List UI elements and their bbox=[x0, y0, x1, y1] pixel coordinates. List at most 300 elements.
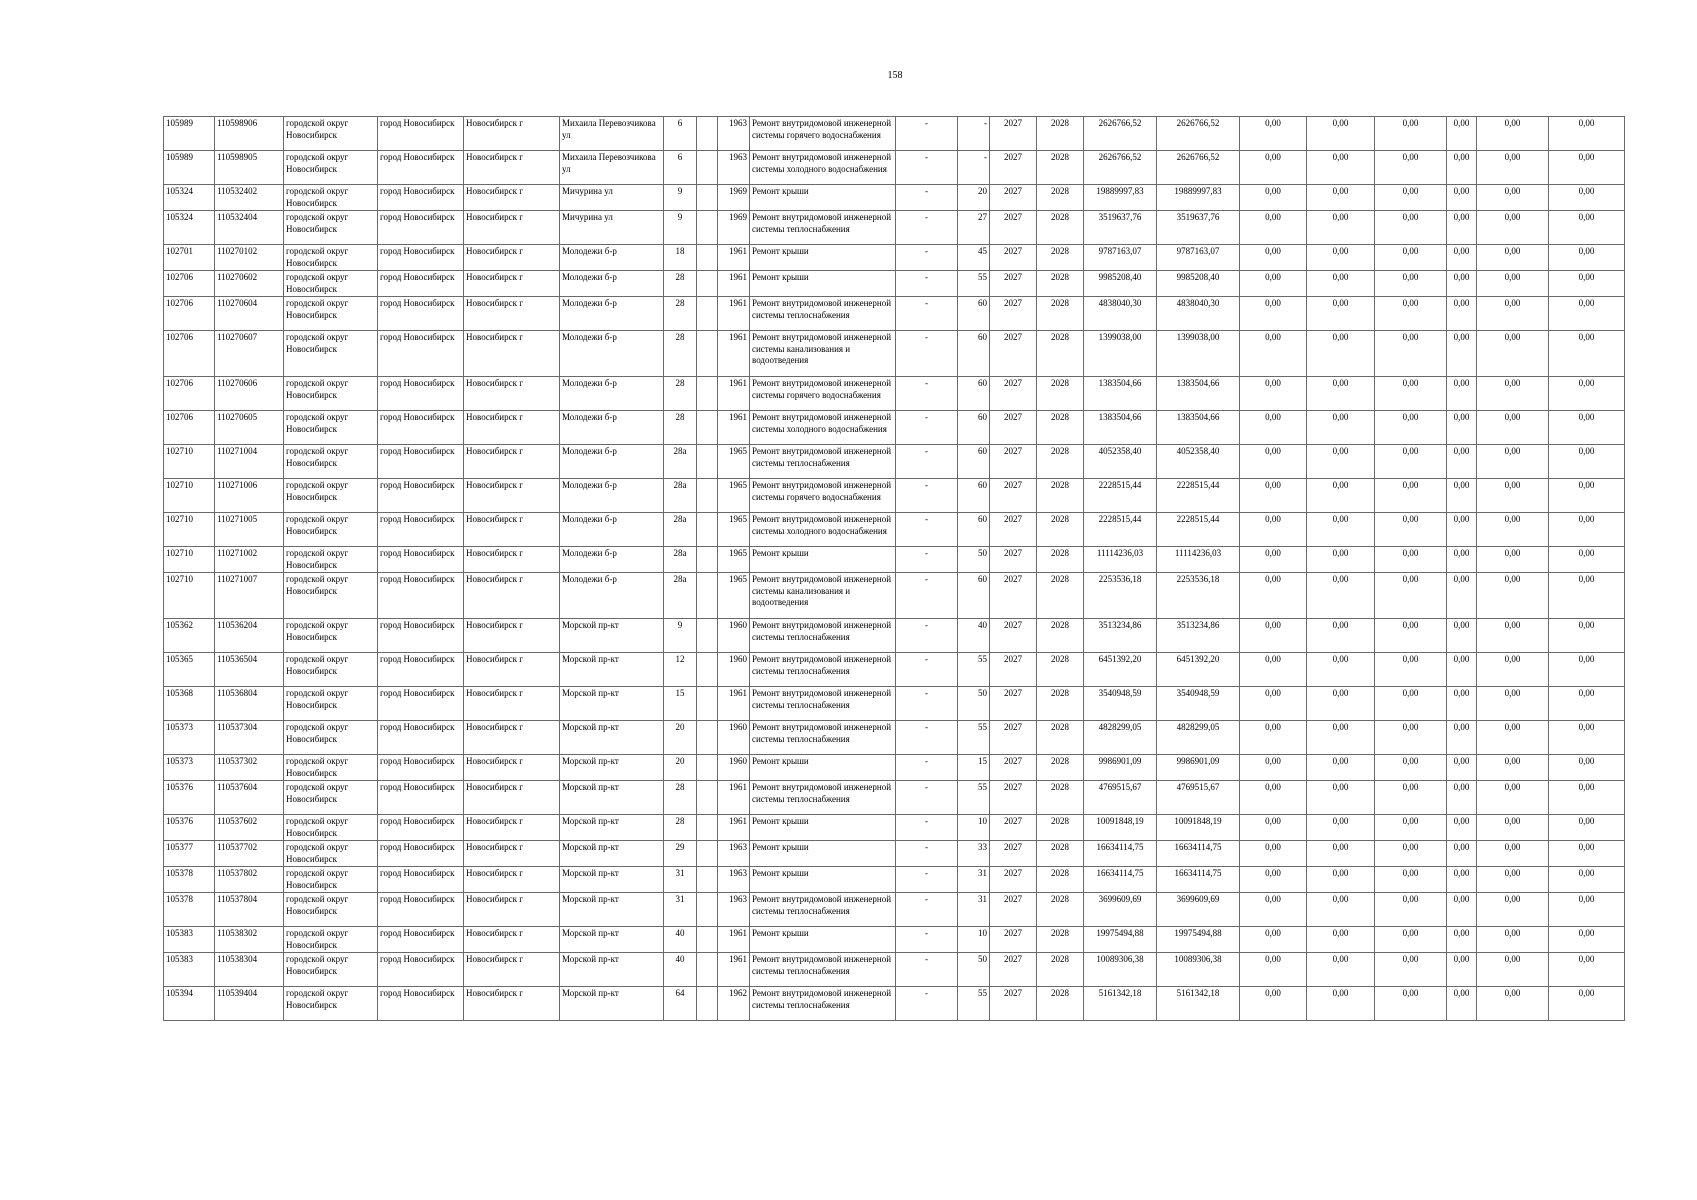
cell-street: Морской пр-кт bbox=[560, 867, 664, 893]
cell-zero-2: 0,00 bbox=[1307, 815, 1375, 841]
cell-settlement: Новосибирск г bbox=[464, 297, 560, 331]
cell-street: Мичурина ул bbox=[560, 211, 664, 245]
cell-year-end: 2028 bbox=[1037, 573, 1084, 619]
cell-col-a: - bbox=[896, 619, 958, 653]
cell-year-start: 2027 bbox=[990, 445, 1037, 479]
cell-total-cost: 6451392,20 bbox=[1084, 653, 1157, 687]
cell-col-b: 60 bbox=[958, 573, 990, 619]
cell-year-end: 2028 bbox=[1037, 331, 1084, 377]
cell-year-start: 2027 bbox=[990, 271, 1037, 297]
cell-work-code: 110536804 bbox=[215, 687, 284, 721]
cell-zero-3: 0,00 bbox=[1375, 547, 1447, 573]
cell-zero-4: 0,00 bbox=[1447, 815, 1477, 841]
cell-year-end: 2028 bbox=[1037, 721, 1084, 755]
cell-work-type: Ремонт крыши bbox=[750, 185, 896, 211]
table-row bbox=[164, 815, 1625, 841]
cell-okrug: городской округ Новосибирск bbox=[284, 755, 378, 781]
cell-zero-6: 0,00 bbox=[1549, 513, 1625, 547]
cell-object-id: 102706 bbox=[164, 331, 215, 377]
cell-building bbox=[697, 781, 718, 815]
cell-col-a: - bbox=[896, 245, 958, 271]
cell-okrug: городской округ Новосибирск bbox=[284, 445, 378, 479]
cell-col-b: 60 bbox=[958, 377, 990, 411]
cell-okrug: городской округ Новосибирск bbox=[284, 151, 378, 185]
table-row bbox=[164, 211, 1625, 245]
cell-fund-amount: 2626766,52 bbox=[1157, 117, 1240, 151]
cell-settlement: Новосибирск г bbox=[464, 479, 560, 513]
cell-year-start: 2027 bbox=[990, 893, 1037, 927]
cell-zero-4: 0,00 bbox=[1447, 479, 1477, 513]
cell-zero-4: 0,00 bbox=[1447, 411, 1477, 445]
cell-object-id: 105989 bbox=[164, 117, 215, 151]
cell-col-b: 10 bbox=[958, 927, 990, 953]
cell-settlement: Новосибирск г bbox=[464, 573, 560, 619]
cell-building bbox=[697, 653, 718, 687]
table-row bbox=[164, 547, 1625, 573]
cell-zero-6: 0,00 bbox=[1549, 297, 1625, 331]
cell-street: Молодежи б-р bbox=[560, 245, 664, 271]
cell-work-code: 110537802 bbox=[215, 867, 284, 893]
cell-work-type: Ремонт крыши bbox=[750, 815, 896, 841]
cell-object-id: 105373 bbox=[164, 721, 215, 755]
cell-city: город Новосибирск bbox=[378, 755, 464, 781]
cell-work-code: 110270607 bbox=[215, 331, 284, 377]
cell-zero-1: 0,00 bbox=[1240, 841, 1307, 867]
cell-zero-5: 0,00 bbox=[1477, 297, 1549, 331]
cell-fund-amount: 3540948,59 bbox=[1157, 687, 1240, 721]
cell-building bbox=[697, 927, 718, 953]
table-row bbox=[164, 297, 1625, 331]
cell-fund-amount: 4828299,05 bbox=[1157, 721, 1240, 755]
cell-city: город Новосибирск bbox=[378, 297, 464, 331]
cell-zero-6: 0,00 bbox=[1549, 445, 1625, 479]
cell-col-a: - bbox=[896, 867, 958, 893]
cell-build-year: 1963 bbox=[718, 151, 750, 185]
cell-building bbox=[697, 185, 718, 211]
cell-object-id: 102706 bbox=[164, 411, 215, 445]
cell-col-b: 60 bbox=[958, 297, 990, 331]
cell-zero-4: 0,00 bbox=[1447, 893, 1477, 927]
cell-year-end: 2028 bbox=[1037, 211, 1084, 245]
table-row bbox=[164, 619, 1625, 653]
cell-house: 28 bbox=[664, 411, 697, 445]
cell-build-year: 1963 bbox=[718, 117, 750, 151]
cell-work-code: 110271005 bbox=[215, 513, 284, 547]
cell-work-type: Ремонт крыши bbox=[750, 841, 896, 867]
cell-zero-2: 0,00 bbox=[1307, 893, 1375, 927]
cell-total-cost: 2253536,18 bbox=[1084, 573, 1157, 619]
cell-year-end: 2028 bbox=[1037, 513, 1084, 547]
cell-okrug: городской округ Новосибирск bbox=[284, 513, 378, 547]
cell-street: Морской пр-кт bbox=[560, 653, 664, 687]
cell-house: 20 bbox=[664, 721, 697, 755]
cell-work-code: 110532404 bbox=[215, 211, 284, 245]
cell-total-cost: 1383504,66 bbox=[1084, 377, 1157, 411]
cell-building bbox=[697, 953, 718, 987]
cell-settlement: Новосибирск г bbox=[464, 781, 560, 815]
cell-zero-5: 0,00 bbox=[1477, 781, 1549, 815]
cell-zero-1: 0,00 bbox=[1240, 245, 1307, 271]
cell-zero-2: 0,00 bbox=[1307, 653, 1375, 687]
cell-settlement: Новосибирск г bbox=[464, 721, 560, 755]
cell-build-year: 1965 bbox=[718, 547, 750, 573]
cell-zero-6: 0,00 bbox=[1549, 815, 1625, 841]
cell-build-year: 1960 bbox=[718, 653, 750, 687]
cell-street: Морской пр-кт bbox=[560, 927, 664, 953]
cell-work-code: 110537302 bbox=[215, 755, 284, 781]
cell-city: город Новосибирск bbox=[378, 893, 464, 927]
cell-zero-6: 0,00 bbox=[1549, 781, 1625, 815]
cell-build-year: 1969 bbox=[718, 185, 750, 211]
cell-city: город Новосибирск bbox=[378, 271, 464, 297]
cell-year-start: 2027 bbox=[990, 927, 1037, 953]
table-row bbox=[164, 151, 1625, 185]
cell-zero-6: 0,00 bbox=[1549, 841, 1625, 867]
cell-city: город Новосибирск bbox=[378, 185, 464, 211]
cell-zero-5: 0,00 bbox=[1477, 867, 1549, 893]
cell-object-id: 102706 bbox=[164, 297, 215, 331]
cell-object-id: 105377 bbox=[164, 841, 215, 867]
cell-okrug: городской округ Новосибирск bbox=[284, 479, 378, 513]
cell-street: Морской пр-кт bbox=[560, 781, 664, 815]
cell-build-year: 1963 bbox=[718, 893, 750, 927]
cell-work-type: Ремонт внутридомовой инженерной системы теплоснабжения bbox=[750, 445, 896, 479]
cell-col-a: - bbox=[896, 479, 958, 513]
cell-zero-6: 0,00 bbox=[1549, 893, 1625, 927]
cell-year-start: 2027 bbox=[990, 331, 1037, 377]
cell-work-code: 110270604 bbox=[215, 297, 284, 331]
cell-zero-2: 0,00 bbox=[1307, 755, 1375, 781]
cell-total-cost: 10091848,19 bbox=[1084, 815, 1157, 841]
cell-zero-5: 0,00 bbox=[1477, 721, 1549, 755]
cell-zero-3: 0,00 bbox=[1375, 151, 1447, 185]
table-row bbox=[164, 513, 1625, 547]
cell-okrug: городской округ Новосибирск bbox=[284, 547, 378, 573]
cell-street: Михаила Перевозчикова ул bbox=[560, 117, 664, 151]
cell-street: Молодежи б-р bbox=[560, 445, 664, 479]
cell-build-year: 1961 bbox=[718, 815, 750, 841]
cell-fund-amount: 4838040,30 bbox=[1157, 297, 1240, 331]
cell-building bbox=[697, 297, 718, 331]
cell-zero-5: 0,00 bbox=[1477, 573, 1549, 619]
cell-city: город Новосибирск bbox=[378, 547, 464, 573]
cell-zero-4: 0,00 bbox=[1447, 513, 1477, 547]
cell-house: 28 bbox=[664, 297, 697, 331]
cell-total-cost: 9787163,07 bbox=[1084, 245, 1157, 271]
cell-zero-2: 0,00 bbox=[1307, 297, 1375, 331]
table-row bbox=[164, 377, 1625, 411]
cell-col-a: - bbox=[896, 653, 958, 687]
cell-object-id: 102710 bbox=[164, 479, 215, 513]
cell-zero-6: 0,00 bbox=[1549, 619, 1625, 653]
cell-building bbox=[697, 271, 718, 297]
cell-okrug: городской округ Новосибирск bbox=[284, 331, 378, 377]
cell-zero-3: 0,00 bbox=[1375, 297, 1447, 331]
cell-zero-2: 0,00 bbox=[1307, 331, 1375, 377]
cell-build-year: 1961 bbox=[718, 687, 750, 721]
cell-zero-6: 0,00 bbox=[1549, 927, 1625, 953]
cell-zero-5: 0,00 bbox=[1477, 619, 1549, 653]
cell-col-a: - bbox=[896, 841, 958, 867]
cell-total-cost: 2228515,44 bbox=[1084, 513, 1157, 547]
table-row bbox=[164, 927, 1625, 953]
cell-zero-3: 0,00 bbox=[1375, 479, 1447, 513]
cell-zero-5: 0,00 bbox=[1477, 987, 1549, 1021]
cell-street: Морской пр-кт bbox=[560, 841, 664, 867]
cell-zero-4: 0,00 bbox=[1447, 841, 1477, 867]
cell-zero-2: 0,00 bbox=[1307, 547, 1375, 573]
cell-zero-2: 0,00 bbox=[1307, 953, 1375, 987]
cell-fund-amount: 1383504,66 bbox=[1157, 377, 1240, 411]
cell-zero-4: 0,00 bbox=[1447, 619, 1477, 653]
cell-fund-amount: 3513234,86 bbox=[1157, 619, 1240, 653]
cell-zero-1: 0,00 bbox=[1240, 271, 1307, 297]
cell-street: Морской пр-кт bbox=[560, 755, 664, 781]
cell-fund-amount: 4052358,40 bbox=[1157, 445, 1240, 479]
cell-work-code: 110270102 bbox=[215, 245, 284, 271]
cell-okrug: городской округ Новосибирск bbox=[284, 867, 378, 893]
cell-year-start: 2027 bbox=[990, 151, 1037, 185]
cell-work-type: Ремонт внутридомовой инженерной системы горячего водоснабжения bbox=[750, 377, 896, 411]
cell-year-start: 2027 bbox=[990, 987, 1037, 1021]
cell-okrug: городской округ Новосибирск bbox=[284, 687, 378, 721]
cell-build-year: 1965 bbox=[718, 479, 750, 513]
cell-year-end: 2028 bbox=[1037, 445, 1084, 479]
cell-settlement: Новосибирск г bbox=[464, 755, 560, 781]
cell-work-code: 110271007 bbox=[215, 573, 284, 619]
cell-zero-6: 0,00 bbox=[1549, 987, 1625, 1021]
cell-city: город Новосибирск bbox=[378, 987, 464, 1021]
cell-settlement: Новосибирск г bbox=[464, 619, 560, 653]
cell-col-b: 20 bbox=[958, 185, 990, 211]
cell-work-type: Ремонт внутридомовой инженерной системы горячего водоснабжения bbox=[750, 479, 896, 513]
cell-col-a: - bbox=[896, 411, 958, 445]
cell-zero-5: 0,00 bbox=[1477, 927, 1549, 953]
cell-build-year: 1963 bbox=[718, 841, 750, 867]
cell-build-year: 1961 bbox=[718, 927, 750, 953]
table-row bbox=[164, 987, 1625, 1021]
cell-city: город Новосибирск bbox=[378, 573, 464, 619]
cell-total-cost: 10089306,38 bbox=[1084, 953, 1157, 987]
cell-year-start: 2027 bbox=[990, 721, 1037, 755]
cell-fund-amount: 16634114,75 bbox=[1157, 841, 1240, 867]
cell-street: Михаила Перевозчикова ул bbox=[560, 151, 664, 185]
cell-zero-5: 0,00 bbox=[1477, 377, 1549, 411]
cell-zero-6: 0,00 bbox=[1549, 867, 1625, 893]
cell-zero-3: 0,00 bbox=[1375, 867, 1447, 893]
cell-zero-1: 0,00 bbox=[1240, 117, 1307, 151]
cell-settlement: Новосибирск г bbox=[464, 953, 560, 987]
cell-street: Морской пр-кт bbox=[560, 721, 664, 755]
table-row bbox=[164, 411, 1625, 445]
cell-settlement: Новосибирск г bbox=[464, 513, 560, 547]
cell-building bbox=[697, 445, 718, 479]
cell-zero-5: 0,00 bbox=[1477, 117, 1549, 151]
cell-object-id: 105383 bbox=[164, 953, 215, 987]
cell-zero-3: 0,00 bbox=[1375, 755, 1447, 781]
cell-zero-5: 0,00 bbox=[1477, 479, 1549, 513]
cell-work-code: 110537602 bbox=[215, 815, 284, 841]
cell-settlement: Новосибирск г bbox=[464, 445, 560, 479]
cell-settlement: Новосибирск г bbox=[464, 411, 560, 445]
cell-zero-4: 0,00 bbox=[1447, 297, 1477, 331]
cell-city: город Новосибирск bbox=[378, 211, 464, 245]
cell-street: Молодежи б-р bbox=[560, 331, 664, 377]
cell-work-type: Ремонт внутридомовой инженерной системы теплоснабжения bbox=[750, 687, 896, 721]
cell-zero-4: 0,00 bbox=[1447, 211, 1477, 245]
cell-col-b: 50 bbox=[958, 547, 990, 573]
cell-build-year: 1965 bbox=[718, 573, 750, 619]
cell-city: город Новосибирск bbox=[378, 687, 464, 721]
cell-zero-1: 0,00 bbox=[1240, 953, 1307, 987]
cell-zero-5: 0,00 bbox=[1477, 841, 1549, 867]
cell-col-b: 55 bbox=[958, 721, 990, 755]
cell-house: 64 bbox=[664, 987, 697, 1021]
cell-work-type: Ремонт внутридомовой инженерной системы теплоснабжения bbox=[750, 781, 896, 815]
cell-street: Морской пр-кт bbox=[560, 687, 664, 721]
table-row bbox=[164, 573, 1625, 619]
cell-work-type: Ремонт внутридомовой инженерной системы канализования и водоотведения bbox=[750, 331, 896, 377]
cell-work-type: Ремонт крыши bbox=[750, 867, 896, 893]
cell-okrug: городской округ Новосибирск bbox=[284, 653, 378, 687]
cell-build-year: 1961 bbox=[718, 953, 750, 987]
cell-year-end: 2028 bbox=[1037, 953, 1084, 987]
cell-total-cost: 16634114,75 bbox=[1084, 867, 1157, 893]
cell-house: 6 bbox=[664, 151, 697, 185]
cell-okrug: городской округ Новосибирск bbox=[284, 927, 378, 953]
cell-work-code: 110598906 bbox=[215, 117, 284, 151]
cell-zero-1: 0,00 bbox=[1240, 721, 1307, 755]
cell-col-a: - bbox=[896, 271, 958, 297]
cell-settlement: Новосибирск г bbox=[464, 271, 560, 297]
cell-work-type: Ремонт крыши bbox=[750, 547, 896, 573]
cell-build-year: 1960 bbox=[718, 721, 750, 755]
cell-settlement: Новосибирск г bbox=[464, 987, 560, 1021]
cell-year-end: 2028 bbox=[1037, 867, 1084, 893]
cell-col-a: - bbox=[896, 721, 958, 755]
cell-city: город Новосибирск bbox=[378, 815, 464, 841]
cell-house: 28а bbox=[664, 573, 697, 619]
cell-city: город Новосибирск bbox=[378, 781, 464, 815]
cell-zero-1: 0,00 bbox=[1240, 573, 1307, 619]
cell-house: 28а bbox=[664, 513, 697, 547]
cell-year-end: 2028 bbox=[1037, 411, 1084, 445]
cell-year-start: 2027 bbox=[990, 953, 1037, 987]
cell-total-cost: 3519637,76 bbox=[1084, 211, 1157, 245]
cell-zero-5: 0,00 bbox=[1477, 755, 1549, 781]
cell-fund-amount: 3699609,69 bbox=[1157, 893, 1240, 927]
cell-zero-1: 0,00 bbox=[1240, 377, 1307, 411]
cell-city: город Новосибирск bbox=[378, 953, 464, 987]
cell-col-b: 33 bbox=[958, 841, 990, 867]
cell-work-type: Ремонт внутридомовой инженерной системы теплоснабжения bbox=[750, 653, 896, 687]
table-row bbox=[164, 893, 1625, 927]
cell-year-end: 2028 bbox=[1037, 653, 1084, 687]
cell-work-code: 110537304 bbox=[215, 721, 284, 755]
cell-col-b: 60 bbox=[958, 445, 990, 479]
cell-total-cost: 4828299,05 bbox=[1084, 721, 1157, 755]
cell-col-a: - bbox=[896, 815, 958, 841]
cell-col-a: - bbox=[896, 117, 958, 151]
cell-house: 31 bbox=[664, 893, 697, 927]
cell-work-code: 110271006 bbox=[215, 479, 284, 513]
cell-object-id: 105362 bbox=[164, 619, 215, 653]
cell-street: Молодежи б-р bbox=[560, 573, 664, 619]
cell-zero-1: 0,00 bbox=[1240, 927, 1307, 953]
cell-zero-6: 0,00 bbox=[1549, 755, 1625, 781]
cell-zero-5: 0,00 bbox=[1477, 151, 1549, 185]
cell-object-id: 102706 bbox=[164, 377, 215, 411]
cell-col-a: - bbox=[896, 445, 958, 479]
cell-col-b: 55 bbox=[958, 781, 990, 815]
cell-building bbox=[697, 479, 718, 513]
cell-zero-4: 0,00 bbox=[1447, 331, 1477, 377]
cell-object-id: 105989 bbox=[164, 151, 215, 185]
cell-build-year: 1961 bbox=[718, 331, 750, 377]
cell-zero-2: 0,00 bbox=[1307, 781, 1375, 815]
cell-total-cost: 2228515,44 bbox=[1084, 479, 1157, 513]
cell-col-b: 55 bbox=[958, 987, 990, 1021]
cell-zero-1: 0,00 bbox=[1240, 445, 1307, 479]
cell-work-type: Ремонт внутридомовой инженерной системы теплоснабжения bbox=[750, 211, 896, 245]
cell-year-start: 2027 bbox=[990, 411, 1037, 445]
cell-zero-4: 0,00 bbox=[1447, 927, 1477, 953]
cell-total-cost: 11114236,03 bbox=[1084, 547, 1157, 573]
cell-year-end: 2028 bbox=[1037, 781, 1084, 815]
cell-zero-4: 0,00 bbox=[1447, 245, 1477, 271]
cell-zero-2: 0,00 bbox=[1307, 245, 1375, 271]
cell-zero-6: 0,00 bbox=[1549, 721, 1625, 755]
cell-build-year: 1961 bbox=[718, 377, 750, 411]
cell-zero-6: 0,00 bbox=[1549, 331, 1625, 377]
cell-zero-5: 0,00 bbox=[1477, 211, 1549, 245]
cell-street: Морской пр-кт bbox=[560, 893, 664, 927]
cell-building bbox=[697, 841, 718, 867]
cell-zero-6: 0,00 bbox=[1549, 245, 1625, 271]
cell-okrug: городской округ Новосибирск bbox=[284, 117, 378, 151]
cell-building bbox=[697, 513, 718, 547]
cell-house: 29 bbox=[664, 841, 697, 867]
cell-zero-3: 0,00 bbox=[1375, 815, 1447, 841]
cell-zero-6: 0,00 bbox=[1549, 653, 1625, 687]
cell-year-end: 2028 bbox=[1037, 297, 1084, 331]
cell-zero-2: 0,00 bbox=[1307, 185, 1375, 211]
cell-building bbox=[697, 987, 718, 1021]
cell-col-a: - bbox=[896, 151, 958, 185]
cell-zero-6: 0,00 bbox=[1549, 151, 1625, 185]
cell-year-end: 2028 bbox=[1037, 755, 1084, 781]
cell-object-id: 105376 bbox=[164, 781, 215, 815]
cell-total-cost: 5161342,18 bbox=[1084, 987, 1157, 1021]
cell-total-cost: 1383504,66 bbox=[1084, 411, 1157, 445]
cell-zero-6: 0,00 bbox=[1549, 377, 1625, 411]
table-row bbox=[164, 687, 1625, 721]
cell-zero-5: 0,00 bbox=[1477, 271, 1549, 297]
cell-zero-3: 0,00 bbox=[1375, 331, 1447, 377]
cell-col-a: - bbox=[896, 781, 958, 815]
cell-street: Морской пр-кт bbox=[560, 953, 664, 987]
table-row bbox=[164, 721, 1625, 755]
cell-object-id: 102710 bbox=[164, 445, 215, 479]
cell-city: город Новосибирск bbox=[378, 151, 464, 185]
cell-zero-5: 0,00 bbox=[1477, 513, 1549, 547]
cell-build-year: 1961 bbox=[718, 271, 750, 297]
cell-col-b: 45 bbox=[958, 245, 990, 271]
cell-okrug: городской округ Новосибирск bbox=[284, 953, 378, 987]
cell-fund-amount: 2253536,18 bbox=[1157, 573, 1240, 619]
cell-zero-1: 0,00 bbox=[1240, 781, 1307, 815]
cell-zero-2: 0,00 bbox=[1307, 211, 1375, 245]
